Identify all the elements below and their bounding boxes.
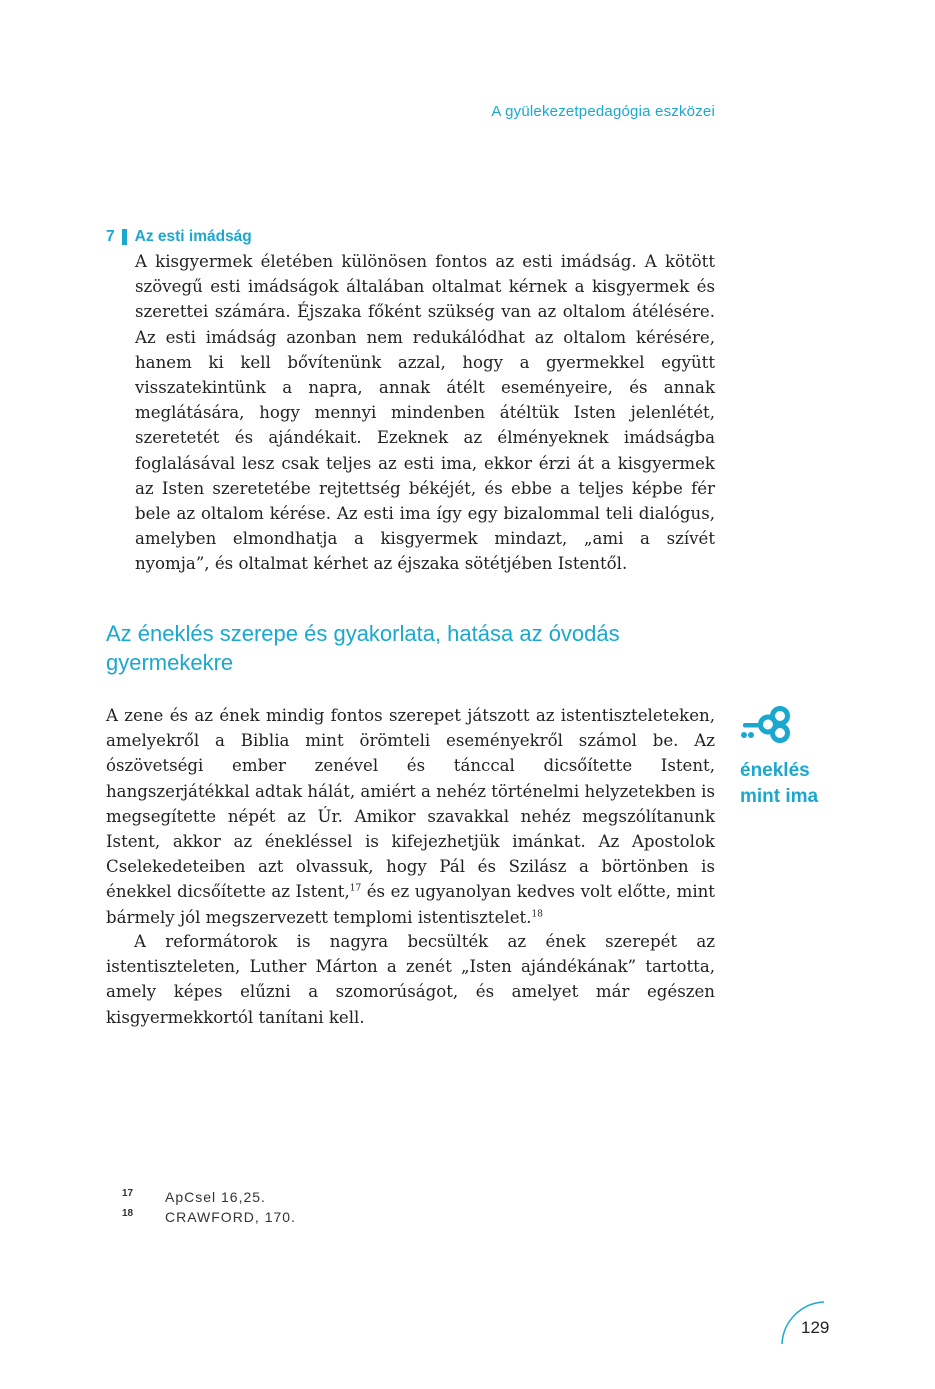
page-number: 129 xyxy=(801,1318,830,1337)
footnotes xyxy=(122,1187,296,1227)
footnote-text: CRAWFORD, 170. xyxy=(165,1209,296,1225)
body-text-part-1: A zene és az ének mindig fontos szerepet játszott az istentiszteleteken, amelyekről a Biblia mint örömteli eseményekről számol be. Az ószövetségi ember zenével és tánccal dicsőítette Istent, hangszerjátékkal adtak hálát, amiért a nehéz történelmi helyzetekben is megsegítette népét az Úr. Amikor szavakkal nehéz megszólítanunk Istent, akkor az énekléssel is kifejezhetjük imánkat. Az Apostolok Cselekedeteiben azt olvassuk, hogy Pál és Szilász a börtönben is énekkel dicsőítette az Istent, xyxy=(106,706,715,902)
key-icon xyxy=(740,705,792,745)
body-paragraph-1 xyxy=(106,703,715,930)
sidenote-line-2: mint ima xyxy=(740,786,819,807)
body-text-p2: A reformátorok is nagyra becsülték az ének szerepét az istentiszteleten, Luther Márton a zenét „Isten ajándékának” tartotta, amely képes elűzni a szomorúságot, és amelyet már egészen kisgyermekkortól tanítani kell. xyxy=(106,932,715,1027)
running-header: A gyülekezetpedagógia eszközei xyxy=(491,103,715,120)
section-heading: Az éneklés szerepe és gyakorlata, hatása az óvodás gyermekekre xyxy=(106,621,620,675)
page-number-badge xyxy=(778,1300,838,1346)
footnote-text: ApCsel 16,25. xyxy=(165,1189,266,1205)
body-text-part-2: és ez ugyanolyan kedves volt előtte, mint bármely jól megszervezett templomi istentisztelet. xyxy=(106,882,715,927)
sidenote-line-1: éneklés xyxy=(740,760,810,781)
section-bar xyxy=(122,229,127,245)
footnote-ref-17[interactable]: 17 xyxy=(349,883,362,894)
footnote-number: 18 xyxy=(122,1208,134,1219)
evening-prayer-paragraph: A kisgyermek életében különösen fontos az esti imádság. A kötött szövegű esti imádságok általában oltalmat kérnek a kisgyermek és szerettei számára. Éjszaka főként szükség van az oltalom átélésére. Az esti imádság azonban nem redukálódhat az oltalom kérésére, hanem ki kell bővítenünk azzal, hogy a gyermekkel együtt visszatekintünk a napra, annak átélt eseményeire, és annak meglátására, hogy mennyi mindenben átéltük Isten jelenlétét, szeretetét és ajándékait. Ezeknek az élményeknek imádságba foglalásával lesz csak teljes az esti ima, ekkor érzi át a kisgyermek az Isten szeretetébe rejtettség békéjét, és ebbe a teljes képbe fér bele az oltalom kérése. Az esti ima így egy bizalommal teli dialógus, amelyben elmondhatja a kisgyermek mindazt, „ami a szívét nyomja”, és oltalmat kérhet az éjszaka sötétjében Istentől. xyxy=(135,252,715,574)
section-title: Az esti imádság xyxy=(134,228,252,245)
section-number: 7 xyxy=(106,228,115,245)
sidenote xyxy=(740,705,818,810)
footnote-number: 17 xyxy=(122,1188,134,1199)
footnote-18 xyxy=(122,1207,296,1227)
section-7-heading xyxy=(106,228,252,246)
footnote-ref-18[interactable]: 18 xyxy=(531,909,543,920)
body-paragraph-2 xyxy=(106,929,715,1030)
sidenote-label xyxy=(740,758,818,810)
